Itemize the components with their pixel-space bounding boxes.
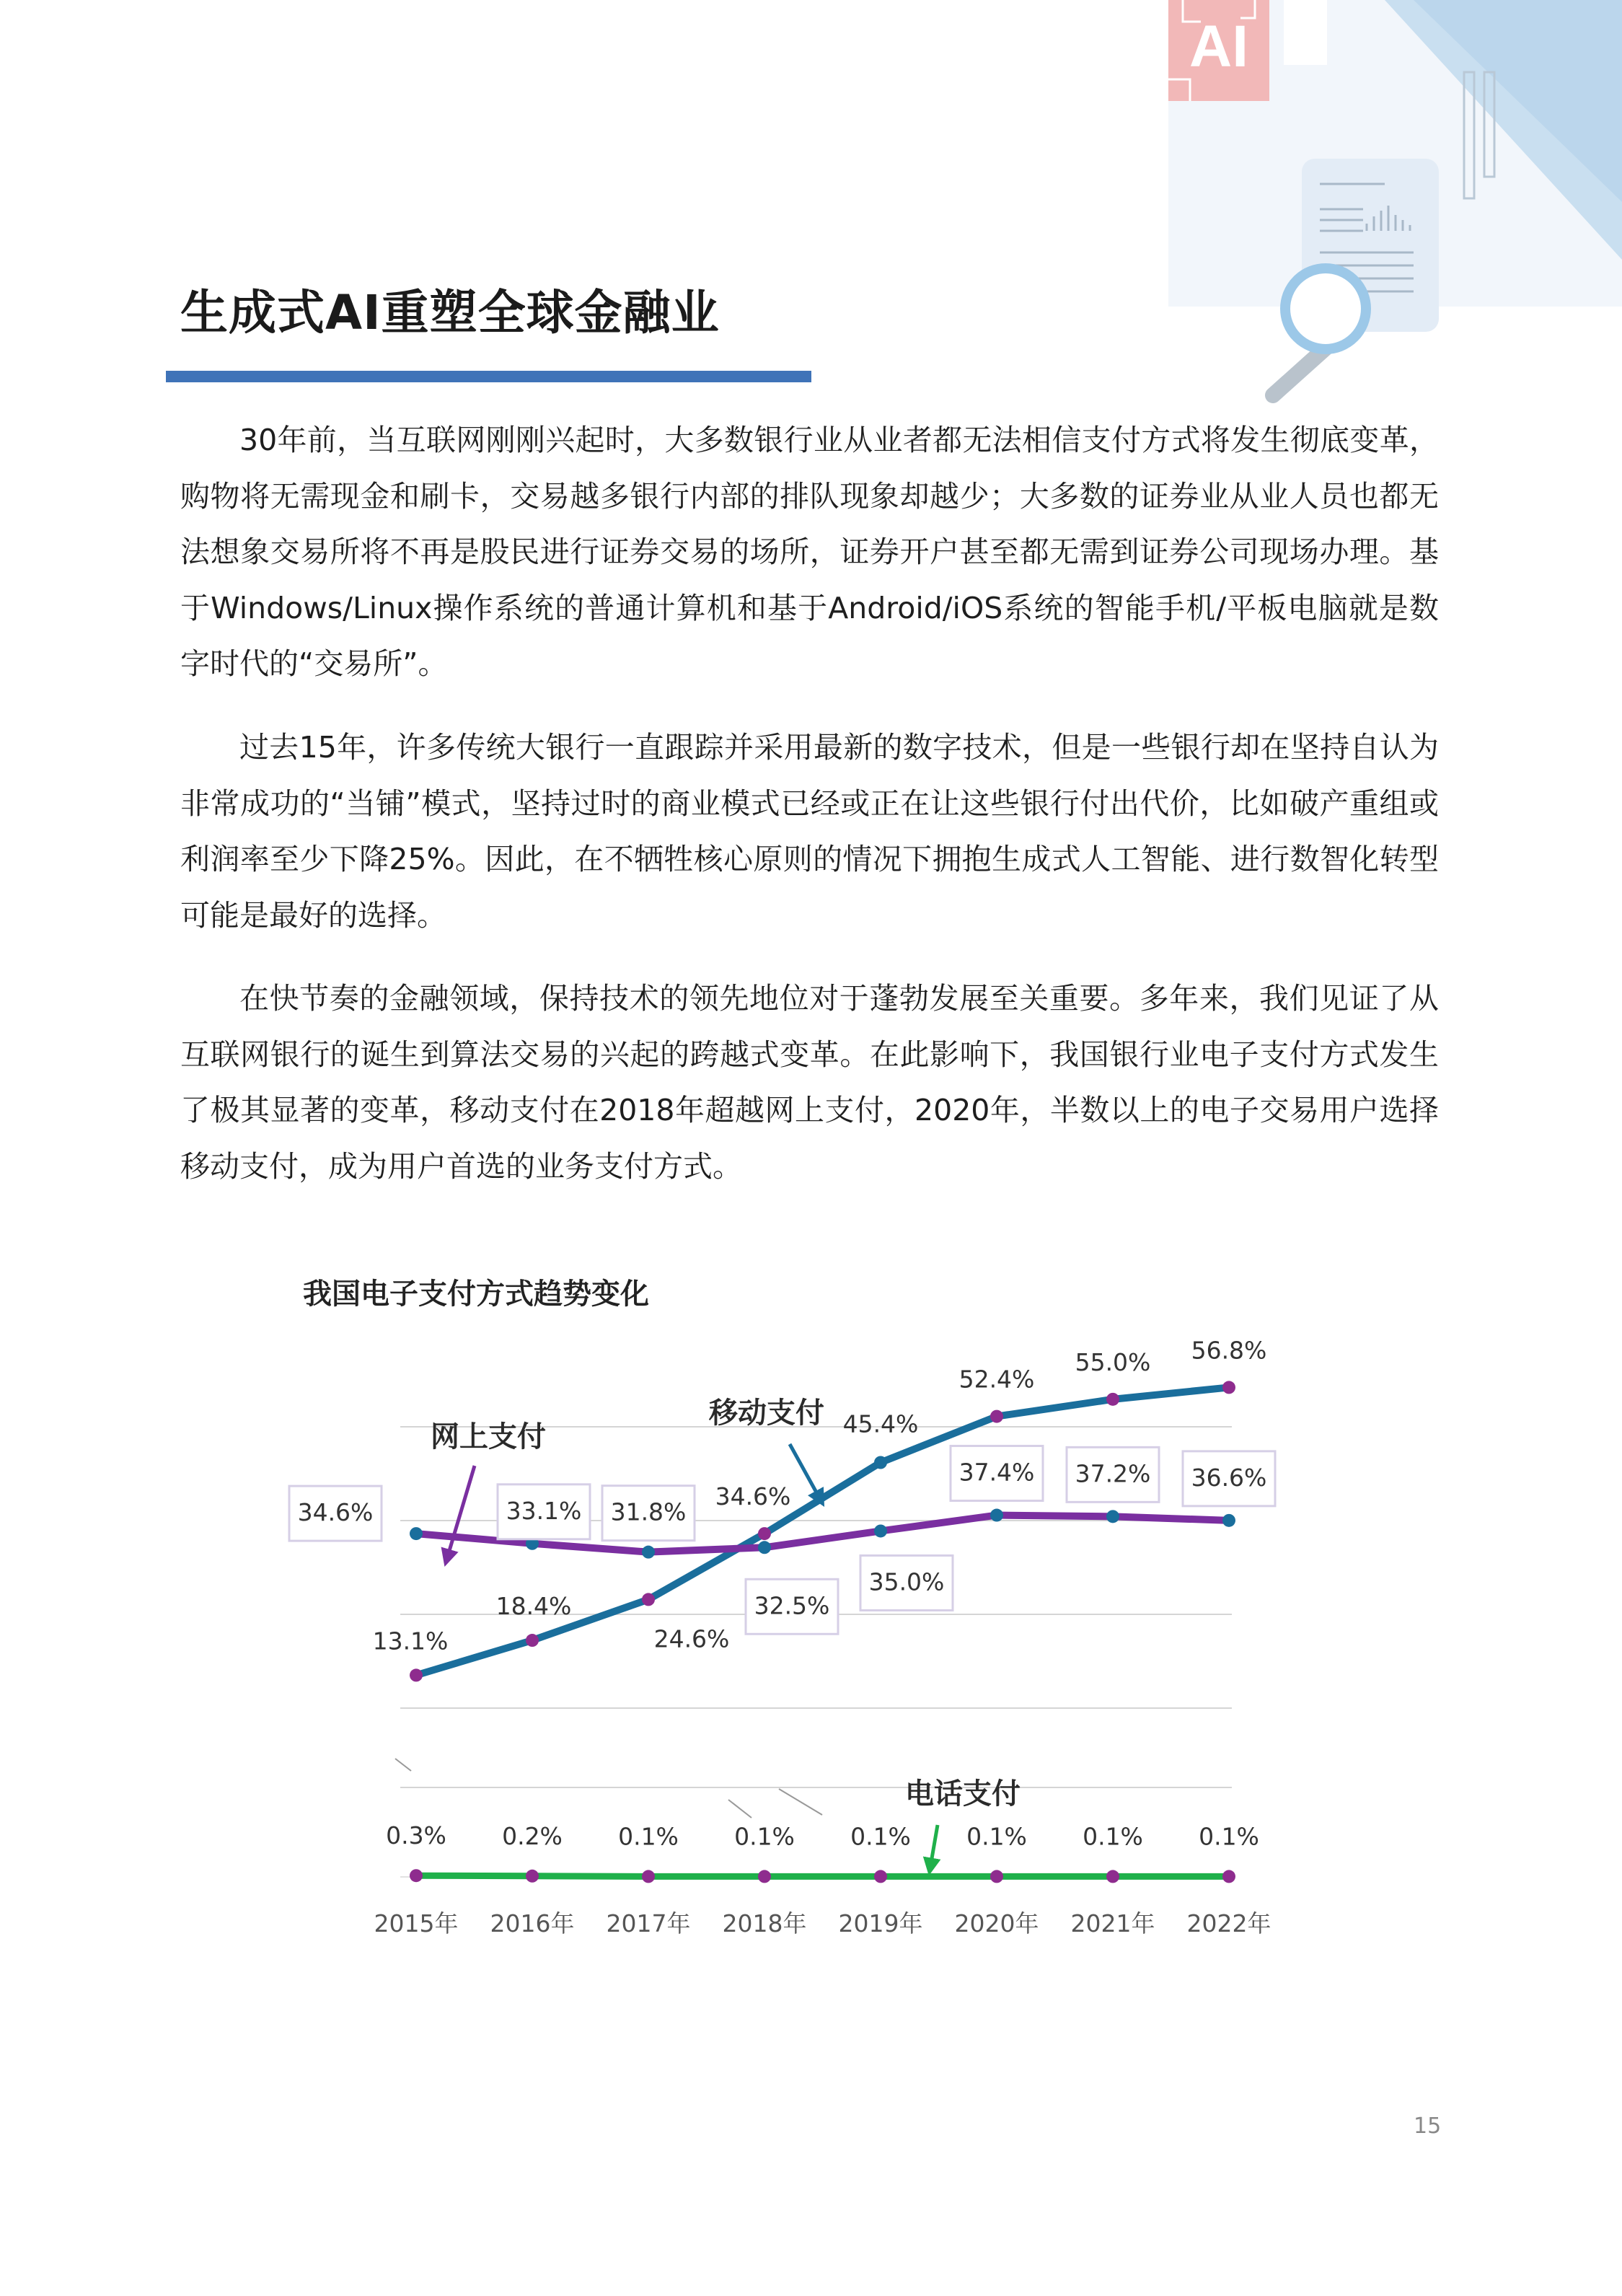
data-label-online: 32.5% — [754, 1591, 830, 1620]
data-label-online: 31.8% — [610, 1497, 687, 1526]
data-point-online — [990, 1509, 1003, 1522]
data-point-online — [410, 1527, 423, 1540]
header-illustration — [1168, 0, 1622, 404]
x-tick-label: 2018年 — [722, 1909, 807, 1937]
data-label-mobile: 13.1% — [372, 1627, 449, 1655]
data-point-online — [1106, 1510, 1119, 1523]
data-label-phone: 0.1% — [734, 1822, 795, 1851]
data-label-online: 36.6% — [1191, 1463, 1267, 1492]
data-point-phone — [526, 1870, 539, 1883]
payment-trend-chart — [274, 1255, 1313, 1948]
chart-x-axis — [374, 1909, 1271, 1937]
data-point-phone — [410, 1869, 423, 1882]
data-point-online — [758, 1541, 771, 1554]
data-point-online — [874, 1524, 887, 1537]
data-point-mobile — [1106, 1393, 1119, 1406]
paragraph-1: 30年前，当互联网刚刚兴起时，大多数银行业从业者都无法相信支付方式将发生彻底变革，购物将无需现金和刷卡，交易越多银行内部的排队现象却越少；大多数的证券业从业人员也都无法想象交易所将不再是股民进行证券交易的场所，证券开户甚至都无需到证券公司现场办理。基于Windows/Linux操作系统的普通计算机和基于Android/iOS系统的智能手机/平板电脑就是数字时代的“交易所”。 — [180, 423, 1439, 681]
data-point-phone — [874, 1870, 887, 1883]
callout-arrow — [447, 1466, 475, 1558]
ai-badge-text: AI — [1189, 14, 1248, 79]
series-callout-phone: 电话支付 — [905, 1777, 1021, 1811]
data-label-phone: 0.1% — [1199, 1822, 1259, 1851]
data-point-mobile — [410, 1668, 423, 1681]
data-point-phone — [1106, 1870, 1119, 1883]
data-label-online: 34.6% — [297, 1498, 374, 1527]
magnifier-icon — [1273, 268, 1366, 395]
data-label-online: 37.4% — [958, 1458, 1035, 1487]
paragraph-3: 在快节奏的金融领域，保持技术的领先地位对于蓬勃发展至关重要。多年来，我们见证了从互联网银行的诞生到算法交易的兴起的跨越式变革。在此影响下，我国银行业电子支付方式发生了极其显著的变革，移动支付在2018年超越网上支付，2020年，半数以上的电子交易用户选择移动支付，成为用户首选的业务支付方式。 — [180, 981, 1439, 1184]
data-point-mobile — [1222, 1381, 1235, 1394]
callout-arrow — [790, 1444, 820, 1499]
data-label-phone: 0.2% — [502, 1821, 563, 1850]
data-label-online: 33.1% — [506, 1496, 582, 1525]
x-tick-label: 2020年 — [954, 1909, 1039, 1937]
data-label-mobile: 55.0% — [1075, 1347, 1151, 1376]
callout-arrow — [930, 1825, 938, 1867]
data-point-mobile — [990, 1410, 1003, 1423]
data-point-mobile — [874, 1456, 887, 1469]
data-label-phone: 0.1% — [1083, 1822, 1143, 1851]
data-label-mobile: 45.4% — [842, 1409, 919, 1438]
label-leader-line — [395, 1759, 411, 1771]
x-tick-label: 2015年 — [374, 1909, 459, 1937]
data-point-phone — [642, 1870, 655, 1883]
data-label-phone: 0.1% — [966, 1822, 1027, 1851]
chart-title: 我国电子支付方式趋势变化 — [303, 1277, 649, 1311]
data-label-online: 37.2% — [1075, 1459, 1151, 1488]
page-title: 生成式AI重塑全球金融业 — [180, 285, 720, 340]
label-leader-line — [728, 1800, 752, 1818]
data-label-phone: 0.1% — [850, 1822, 911, 1851]
data-point-online — [642, 1546, 655, 1559]
series-callout-online: 网上支付 — [431, 1420, 546, 1453]
data-point-online — [1222, 1514, 1235, 1527]
data-point-mobile — [758, 1527, 771, 1540]
data-point-phone — [990, 1870, 1003, 1883]
data-label-mobile: 52.4% — [958, 1365, 1035, 1394]
data-label-phone: 0.3% — [386, 1821, 446, 1850]
data-label-phone: 0.1% — [618, 1822, 679, 1851]
x-tick-label: 2017年 — [606, 1909, 691, 1937]
data-point-mobile — [642, 1593, 655, 1606]
paragraph-2: 过去15年，许多传统大银行一直跟踪并采用最新的数字技术，但是一些银行却在坚持自认为非常成功的“当铺”模式，坚持过时的商业模式已经或正在让这些银行付出代价，比如破产重组或利润率至少下降25%。因此，在不牺牲核心原则的情况下拥抱生成式人工智能、进行数智化转型可能是最好的选择。 — [180, 730, 1439, 933]
page-number: 15 — [1414, 2114, 1442, 2139]
x-tick-label: 2022年 — [1186, 1909, 1271, 1937]
data-label-mobile: 56.8% — [1191, 1336, 1267, 1365]
data-label-online: 35.0% — [868, 1567, 945, 1596]
x-tick-label: 2021年 — [1070, 1909, 1155, 1937]
title-underline — [166, 371, 811, 382]
label-leader-line — [779, 1789, 822, 1815]
data-point-phone — [1222, 1870, 1235, 1883]
data-point-mobile — [526, 1634, 539, 1647]
data-point-phone — [758, 1870, 771, 1883]
series-callout-mobile: 移动支付 — [709, 1396, 824, 1430]
data-label-mobile: 18.4% — [495, 1592, 572, 1621]
data-label-mobile: 34.6% — [715, 1482, 791, 1511]
x-tick-label: 2016年 — [490, 1909, 575, 1937]
data-label-mobile: 24.6% — [653, 1624, 730, 1653]
x-tick-label: 2019年 — [838, 1909, 923, 1937]
